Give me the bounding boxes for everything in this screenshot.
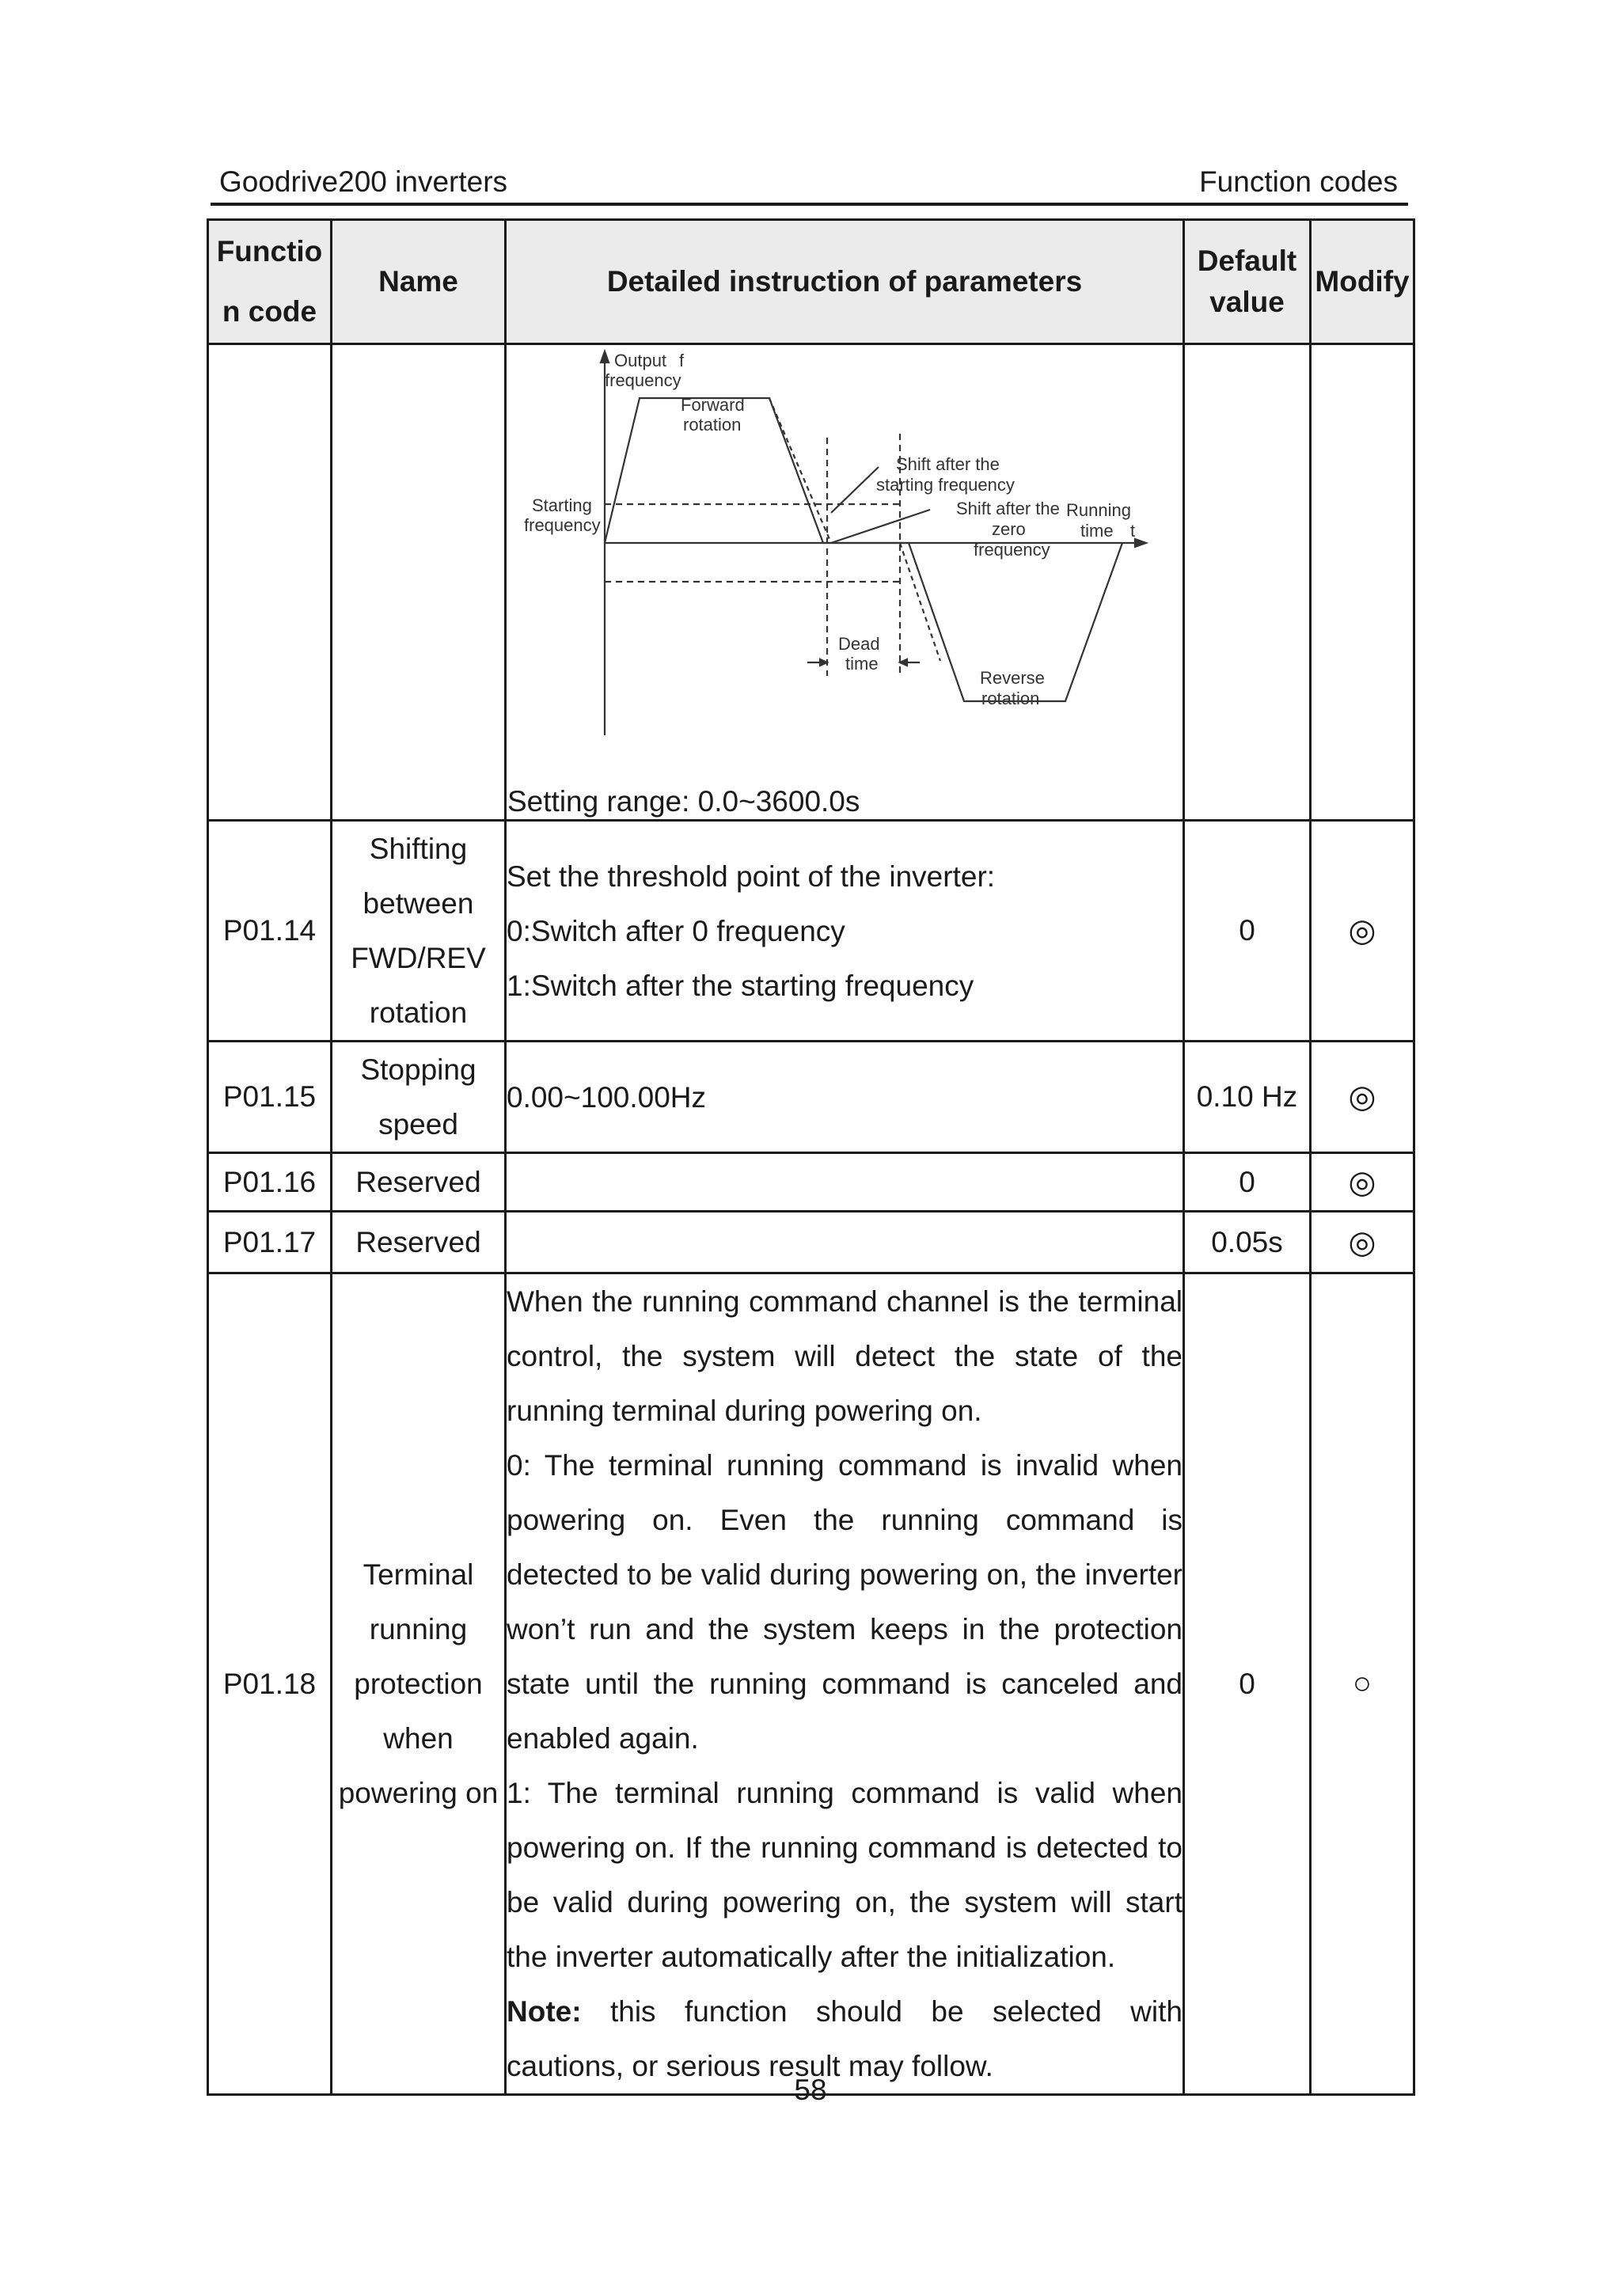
parameter-description: 0.00~100.00Hz [506, 1042, 1184, 1153]
empty-cell [208, 344, 332, 821]
parameter-name-line: protection [354, 1668, 483, 1700]
document-header-title: Goodrive200 inverters [219, 165, 508, 198]
modify-double-circle-icon: ◎ [1348, 913, 1376, 948]
col-header-default-line2: value [1209, 286, 1285, 318]
parameter-description [506, 1212, 1184, 1273]
modify-indicator [1311, 1273, 1414, 2095]
col-header-default-line1: Default [1197, 245, 1297, 277]
col-header-default [1184, 220, 1311, 344]
diagram-cell [506, 344, 1184, 821]
function-code-table [207, 218, 1415, 2096]
diagram-shift-zero-label-3: frequency [974, 540, 1050, 560]
parameter-name: Reserved [332, 1153, 506, 1212]
parameter-name-line: between [363, 887, 474, 920]
diagram-shift-start-label-1: Shift after the [896, 454, 1000, 474]
description-paragraph: When the running command channel is the terminal control, the system will detect the state of the running terminal during powering on. [507, 1285, 1183, 1427]
modify-circle-icon: ○ [1352, 1666, 1372, 1701]
parameter-name [332, 1042, 506, 1153]
parameter-name-line: powering on [338, 1777, 499, 1809]
col-header-desc: Detailed instruction of parameters [506, 220, 1184, 344]
parameter-name-line: speed [378, 1108, 458, 1140]
table-row [208, 1153, 1414, 1212]
empty-cell [1184, 344, 1311, 821]
parameter-description [506, 821, 1184, 1042]
function-code: P01.14 [208, 821, 332, 1042]
table-row [208, 1212, 1414, 1273]
diagram-dead-time-label-1: Dead [838, 634, 880, 654]
parameter-name [332, 1273, 506, 2095]
modify-double-circle-icon: ◎ [1348, 1164, 1376, 1200]
diagram-output-frequency-label: Output [614, 351, 667, 370]
table-row-diagram [208, 344, 1414, 821]
modify-indicator [1311, 1042, 1414, 1153]
empty-cell [332, 344, 506, 821]
description-line: 1:Switch after the starting frequency [507, 969, 974, 1002]
parameter-name-line: running [369, 1613, 468, 1645]
diagram-reverse-rotation-label-1: Reverse [980, 668, 1045, 688]
table-row [208, 1273, 1414, 2095]
description-line: Set the threshold point of the inverter: [507, 860, 996, 893]
parameter-name-line: Stopping [360, 1053, 476, 1086]
function-code: P01.15 [208, 1042, 332, 1153]
diagram-forward-rotation-label-1: Forward [681, 395, 745, 415]
diagram-dead-time-label-2: time [845, 654, 879, 674]
diagram-output-frequency-label-2: frequency [605, 370, 681, 390]
fwd-rev-switch-diagram [507, 345, 1180, 779]
modify-double-circle-icon: ◎ [1348, 1224, 1376, 1260]
parameter-name-line: rotation [369, 996, 468, 1029]
default-value: 0 [1184, 821, 1311, 1042]
table-row [208, 821, 1414, 1042]
diagram-shift-start-label-2: starting frequency [876, 475, 1015, 495]
parameter-name [332, 821, 506, 1042]
empty-cell [1311, 344, 1414, 821]
col-header-modify: Modify [1311, 220, 1414, 344]
function-code: P01.17 [208, 1212, 332, 1273]
diagram-f-label: f [679, 351, 685, 370]
parameter-description [506, 1153, 1184, 1212]
parameter-description [506, 1273, 1184, 2095]
function-code: P01.18 [208, 1273, 332, 2095]
diagram-forward-rotation-label-2: rotation [683, 415, 742, 435]
parameter-name-line: when [383, 1722, 454, 1755]
parameter-name-line: Shifting [369, 833, 468, 865]
modify-indicator [1311, 1212, 1414, 1273]
diagram-running-time-label-2: time [1080, 521, 1114, 541]
header-rule [211, 203, 1408, 206]
table-row [208, 1042, 1414, 1153]
diagram-starting-frequency-label-2: frequency [524, 515, 601, 535]
default-value: 0.10 Hz [1184, 1042, 1311, 1153]
function-code: P01.16 [208, 1153, 332, 1212]
diagram-t-label: t [1130, 521, 1136, 541]
diagram-shift-zero-label-1: Shift after the [956, 499, 1060, 518]
note-label: Note: [507, 1995, 582, 2028]
parameter-name-line: FWD/REV [351, 942, 486, 974]
parameter-name: Reserved [332, 1212, 506, 1273]
modify-indicator [1311, 821, 1414, 1042]
description-line: 0:Switch after 0 frequency [507, 914, 845, 947]
col-header-code-line2: n code [222, 295, 317, 328]
diagram-shift-zero-label-2: zero [992, 519, 1026, 539]
note-text: this function should be selected with cautions, or serious result may follow. [507, 1995, 1183, 2082]
col-header-code-line1: Functio [216, 235, 323, 268]
page-number: 58 [794, 2074, 827, 2106]
col-header-code [208, 220, 332, 344]
description-paragraph: 1: The terminal running command is valid when powering on. If the running command is detected to be valid during powering on, the system will start the inverter automatically after the initialization. [507, 1777, 1183, 1973]
description-paragraph: 0: The terminal running command is invalid when powering on. Even the running command is detected to be valid during powering on, the inverter won’t run and the system keeps in the protection state until the running command is canceled and enabled again. [507, 1449, 1183, 1755]
parameter-name-line: Terminal [363, 1558, 474, 1591]
diagram-reverse-rotation-label-2: rotation [981, 689, 1040, 708]
diagram-running-time-label-1: Running [1066, 500, 1131, 520]
modify-indicator [1311, 1153, 1414, 1212]
default-value: 0 [1184, 1273, 1311, 2095]
default-value: 0.05s [1184, 1212, 1311, 1273]
diagram-starting-frequency-label-1: Starting [532, 495, 592, 515]
default-value: 0 [1184, 1153, 1311, 1212]
setting-range-text: Setting range: 0.0~3600.0s [507, 785, 860, 818]
modify-double-circle-icon: ◎ [1348, 1080, 1376, 1114]
col-header-name: Name [332, 220, 506, 344]
document-header-section: Function codes [1199, 165, 1398, 198]
table-header-row [208, 220, 1414, 344]
